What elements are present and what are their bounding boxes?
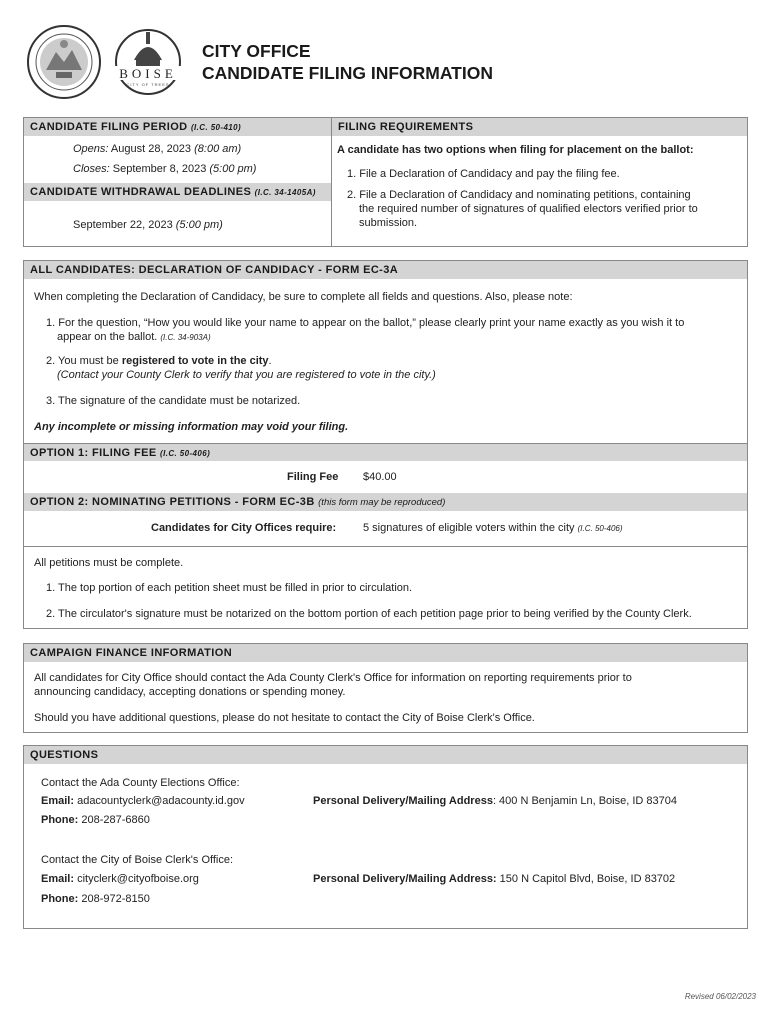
ada-contact: Contact the Ada County Elections Office: <box>41 777 240 789</box>
option2-heading: OPTION 2: NOMINATING PETITIONS - FORM EC-3B (this form may be reproduced) <box>24 493 747 511</box>
opens-date: Opens: August 28, 2023 (8:00 am) <box>73 143 242 155</box>
campaign-line3: Should you have additional questions, please do not hesitate to contact the City of Boise Clerk's Office. <box>34 712 535 724</box>
filing-fee-label: Filing Fee <box>287 471 339 483</box>
title-line1: CITY OFFICE <box>202 41 311 61</box>
logo-text: BOISE <box>119 66 177 81</box>
filing-fee-value: $40.00 <box>363 471 397 483</box>
revised-date: Revised 06/02/2023 <box>684 992 756 1001</box>
declaration-warning: Any incomplete or missing information may void your filing. <box>34 421 349 433</box>
idaho-state-seal <box>26 22 102 102</box>
filing-requirements-heading: FILING REQUIREMENTS <box>332 118 747 136</box>
filing-period-heading: CANDIDATE FILING PERIOD (I.C. 50-410) <box>24 118 331 136</box>
divider <box>331 117 332 247</box>
requirements-intro: A candidate has two options when filing for placement on the ballot: <box>337 144 694 156</box>
requirement-2-line3: submission. <box>359 217 418 229</box>
declaration-item2: 2. You must be registered to vote in the city. <box>46 355 272 367</box>
petition-requirement-label: Candidates for City Offices require: <box>151 522 337 534</box>
petition-item2: 2. The circulator's signature must be notarized on the bottom portion of each petition page prior to being verified by the County Clerk. <box>46 608 692 620</box>
page-title <box>202 40 493 84</box>
requirement-2-line2: the required number of signatures of qualified electors verified prior to <box>359 203 698 215</box>
closes-date: Closes: September 8, 2023 (5:00 pm) <box>73 163 257 175</box>
declaration-intro: When completing the Declaration of Candidacy, be sure to complete all fields and questions. Also, please note: <box>34 291 573 303</box>
petition-requirement-value: 5 signatures of eligible voters within the city (I.C. 50-406) <box>363 522 623 534</box>
withdrawal-heading: CANDIDATE WITHDRAWAL DEADLINES (I.C. 34-1405A) <box>24 183 331 201</box>
withdrawal-date: September 22, 2023 (5:00 pm) <box>73 219 223 231</box>
ada-phone: Phone: 208-287-6860 <box>41 814 150 826</box>
boise-email: Email: cityclerk@cityofboise.org <box>41 873 199 885</box>
requirement-2-line1: 2. File a Declaration of Candidacy and nominating petitions, containing <box>347 189 691 201</box>
questions-heading: QUESTIONS <box>24 746 747 764</box>
option1-heading: OPTION 1: FILING FEE (I.C. 50-406) <box>24 443 747 461</box>
petition-item1: 1. The top portion of each petition sheet must be filled in prior to circulation. <box>46 582 413 594</box>
requirement-1: 1. File a Declaration of Candidacy and pay the filing fee. <box>347 168 620 180</box>
logo-subtext: CITY OF TREES <box>126 82 170 87</box>
divider <box>24 546 747 547</box>
declaration-item2-note: (Contact your County Clerk to verify that you are registered to vote in the city.) <box>57 369 436 381</box>
campaign-line2: announcing candidacy, accepting donations or spending money. <box>34 686 346 698</box>
declaration-item1-line2: appear on the ballot. (I.C. 34-903A) <box>57 331 211 343</box>
campaign-line1: All candidates for City Office should contact the Ada County Clerk's Office for information on reporting requirements prior to <box>34 672 632 684</box>
campaign-heading: CAMPAIGN FINANCE INFORMATION <box>24 644 747 662</box>
ada-address: Personal Delivery/Mailing Address: 400 N Benjamin Ln, Boise, ID 83704 <box>313 795 677 807</box>
declaration-item3: 3. The signature of the candidate must be notarized. <box>46 395 301 407</box>
boise-contact: Contact the City of Boise Clerk's Office: <box>41 854 234 866</box>
boise-phone: Phone: 208-972-8150 <box>41 893 150 905</box>
boise-email-link[interactable]: cityclerk@cityofboise.org <box>77 873 199 885</box>
boise-address: Personal Delivery/Mailing Address: 150 N Capitol Blvd, Boise, ID 83702 <box>313 873 676 885</box>
boise-city-logo <box>110 20 186 100</box>
petitions-complete: All petitions must be complete. <box>34 557 184 569</box>
ada-email-link[interactable]: adacountyclerk@adacounty.id.gov <box>77 795 245 807</box>
declaration-item1-line1: 1. For the question, “How you would like your name to appear on the ballot,” please clearly print your name exactly as you wish it to <box>46 317 685 329</box>
title-line2: CANDIDATE FILING INFORMATION <box>202 63 493 83</box>
ada-email: Email: adacountyclerk@adacounty.id.gov <box>41 795 245 807</box>
declaration-heading: ALL CANDIDATES: DECLARATION OF CANDIDACY - FORM EC-3A <box>24 261 747 279</box>
